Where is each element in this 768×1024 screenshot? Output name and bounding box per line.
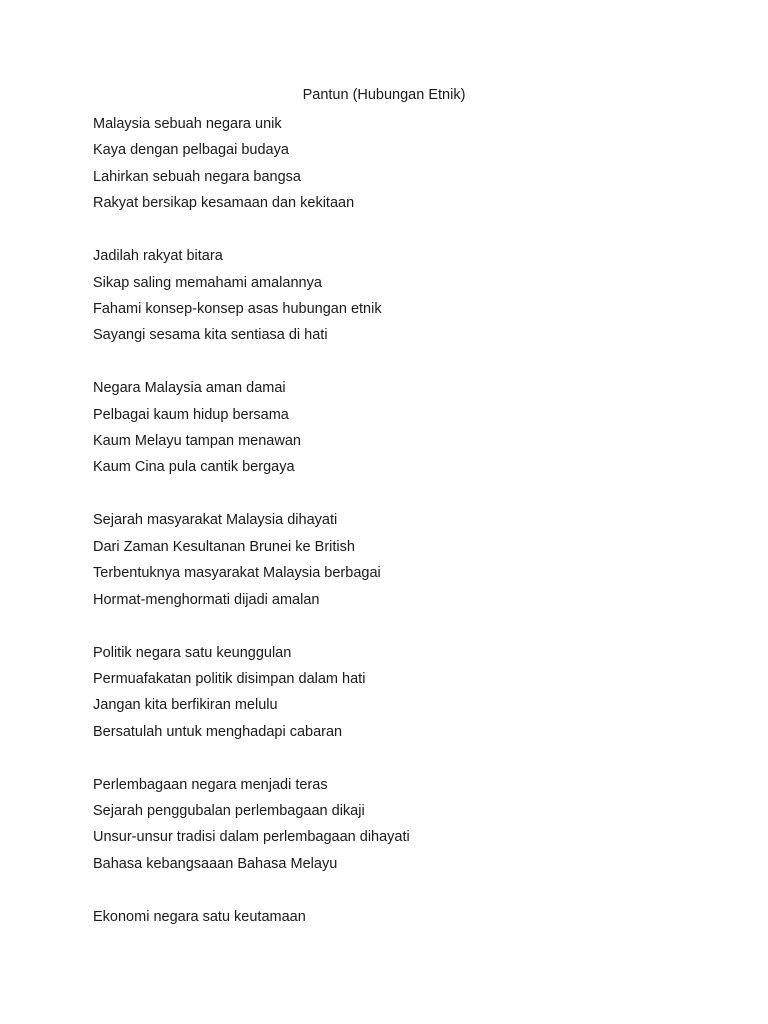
stanza-6 [93, 772, 713, 878]
poem-line: Sikap saling memahami amalannya [93, 274, 322, 291]
poem-line: Fahami konsep-konsep asas hubungan etnik [93, 300, 382, 317]
poem-line: Dari Zaman Kesultanan Brunei ke British [93, 538, 355, 555]
poem-line: Kaya dengan pelbagai budaya [93, 142, 289, 159]
poem-line: Sayangi sesama kita sentiasa di hati [93, 327, 328, 344]
poem-line: Negara Malaysia aman damai [93, 380, 286, 397]
stanza-1 [93, 111, 713, 217]
poem-line: Terbentuknya masyarakat Malaysia berbagai [93, 565, 381, 582]
document-title: Pantun (Hubungan Etnik) [302, 87, 466, 103]
poem-line: Bersatulah untuk menghadapi cabaran [93, 723, 343, 740]
poem-line: Sejarah penggubalan perlembagaan dikaji [93, 803, 365, 820]
poem-line: Lahirkan sebuah negara bangsa [93, 168, 301, 185]
stanza-5 [93, 640, 713, 746]
poem-line: Jadilah rakyat bitara [93, 248, 223, 265]
poem-line: Bahasa kebangsaaan Bahasa Melayu [93, 855, 338, 872]
poem-line: Politik negara satu keunggulan [93, 644, 292, 661]
poem-line: Permuafakatan politik disimpan dalam hati [93, 670, 366, 687]
poem-line: Ekonomi negara satu keutamaan [93, 908, 306, 925]
poem-line: Kaum Melayu tampan menawan [93, 433, 301, 450]
poem-line: Hormat-menghormati dijadi amalan [93, 591, 320, 608]
poem-line: Unsur-unsur tradisi dalam perlembagaan dihayati [93, 829, 410, 846]
poem-line: Kaum Cina pula cantik bergaya [93, 459, 295, 476]
stanza-4 [93, 507, 713, 613]
poem-body [93, 111, 713, 957]
stanza-7 [93, 904, 713, 930]
poem-line: Perlembagaan negara menjadi teras [93, 776, 328, 793]
poem-line: Rakyat bersikap kesamaan dan kekitaan [93, 195, 355, 212]
stanza-3 [93, 375, 713, 481]
poem-line: Malaysia sebuah negara unik [93, 116, 282, 132]
poem-line: Sejarah masyarakat Malaysia dihayati [93, 512, 338, 529]
poem-line: Jangan kita berfikiran melulu [93, 697, 278, 714]
poem-line: Pelbagai kaum hidup bersama [93, 406, 289, 423]
stanza-2 [93, 243, 713, 349]
